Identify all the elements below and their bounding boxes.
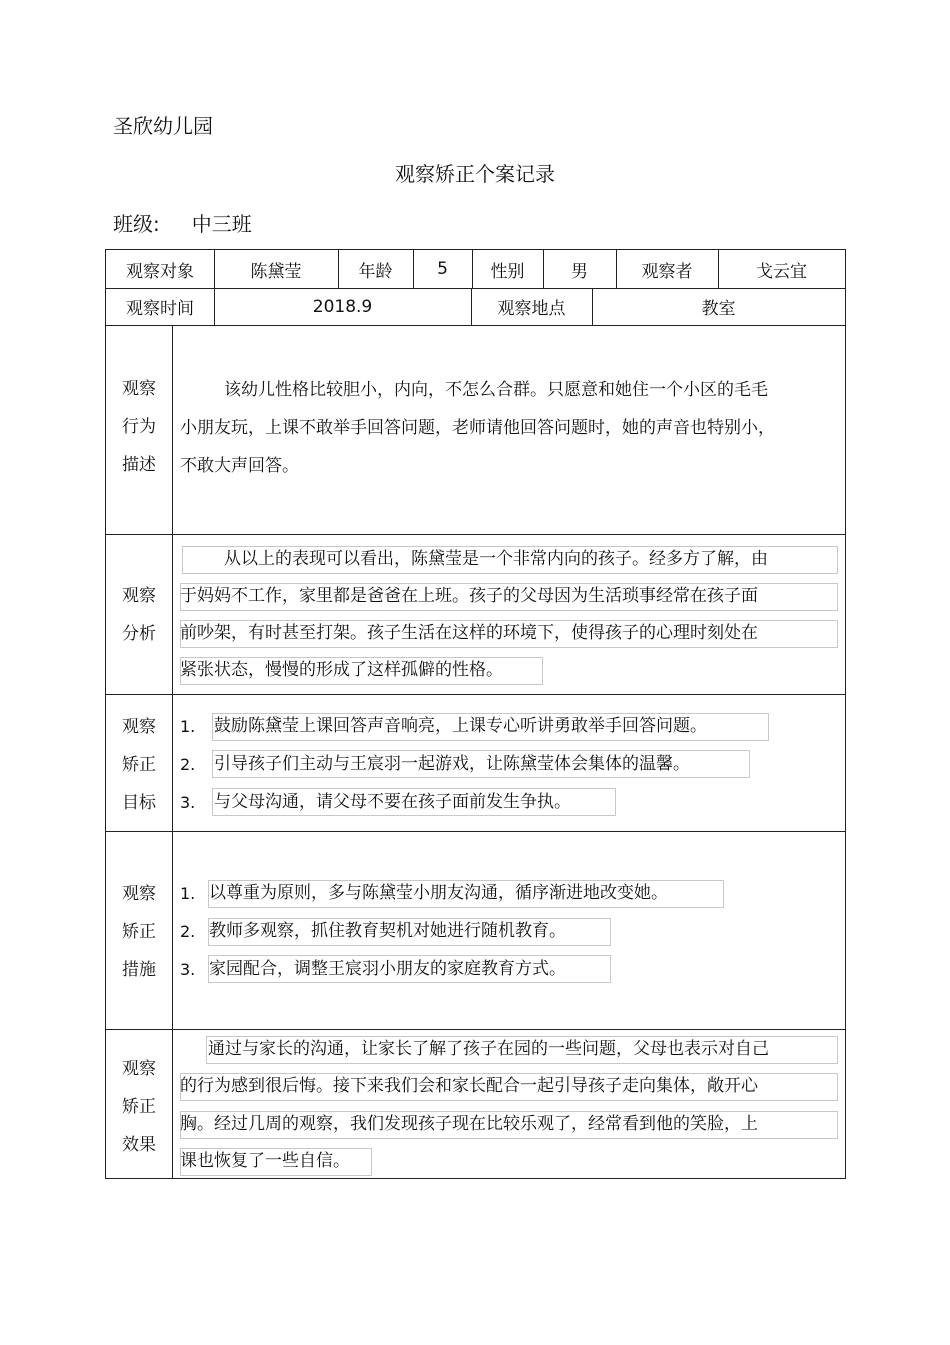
behavior-line-1: 该幼儿性格比较胆小，内向，不怎么合群。只愿意和她住一个小区的毛毛 (224, 380, 768, 400)
behavior-label-2: 行为 (122, 417, 156, 437)
effect-label-2: 矫正 (122, 1097, 156, 1117)
measure-num-3: 3. (180, 960, 196, 979)
measures-label-2: 矫正 (122, 922, 156, 942)
analysis-line-4: 紧张状态，慢慢的形成了这样孤僻的性格。 (180, 660, 503, 680)
effect-label-3: 效果 (122, 1135, 156, 1155)
time-label: 观察时间 (126, 299, 194, 319)
goal-num-3: 3. (180, 793, 196, 812)
effect-line-4: 课也恢复了一些自信。 (180, 1151, 350, 1171)
goal-text-3: 与父母沟通，请父母不要在孩子面前发生争执。 (214, 792, 571, 812)
behavior-label-3: 描述 (122, 455, 156, 475)
gender-label: 性别 (490, 261, 525, 282)
goals-label-3: 目标 (122, 793, 156, 813)
goal-text-2: 引导孩子们主动与王宸羽一起游戏，让陈黛莹体会集体的温馨。 (214, 754, 690, 774)
age-label: 年龄 (358, 261, 393, 282)
effect-line-1: 通过与家长的沟通，让家长了解了孩子在园的一些问题，父母也表示对自己 (208, 1039, 769, 1059)
analysis-line-1: 从以上的表现可以看出，陈黛莹是一个非常内向的孩子。经多方了解，由 (224, 549, 768, 569)
age-value: 5 (437, 259, 448, 279)
subject-label: 观察对象 (126, 261, 194, 282)
place-value: 教室 (701, 299, 736, 319)
goal-num-2: 2. (180, 755, 196, 774)
effect-line-2: 的行为感到很后悔。接下来我们会和家长配合一起引导孩子走向集体，敞开心 (180, 1076, 758, 1096)
place-label: 观察地点 (497, 299, 566, 319)
goal-num-1: 1. (180, 717, 196, 736)
behavior-line-2: 小朋友玩，上课不敢举手回答问题，老师请他回答问题时，她的声音也特别小， (180, 418, 775, 438)
goal-text-1: 鼓励陈黛莹上课回答声音响亮，上课专心听讲勇敢举手回答问题。 (214, 716, 707, 736)
observer-label: 观察者 (641, 261, 693, 282)
time-value: 2018.9 (312, 296, 373, 317)
behavior-label-1: 观察 (122, 379, 156, 399)
measure-num-2: 2. (180, 922, 196, 941)
school-name: 圣欣幼儿园 (113, 114, 213, 138)
measure-text-2: 教师多观察，抓住教育契机对她进行随机教育。 (209, 921, 566, 941)
record-table (105, 249, 846, 1179)
measure-num-1: 1. (180, 884, 196, 903)
analysis-label-1: 观察 (122, 586, 156, 606)
analysis-label-2: 分析 (122, 624, 156, 644)
class-value: 中三班 (191, 212, 252, 236)
gender-value: 男 (571, 261, 588, 282)
measure-text-3: 家园配合，调整王宸羽小朋友的家庭教育方式。 (209, 959, 566, 979)
subject-value: 陈黛莹 (250, 261, 302, 282)
observer-value: 戈云宜 (756, 261, 807, 282)
analysis-line-3: 前吵架，有时甚至打架。孩子生活在这样的环境下，使得孩子的心理时刻处在 (180, 623, 758, 643)
class-info (113, 208, 252, 237)
page-title: 观察矫正个案记录 (395, 162, 555, 186)
class-label: 班级: (113, 212, 160, 236)
analysis-line-2: 于妈妈不工作，家里都是爸爸在上班。孩子的父母因为生活琐事经常在孩子面 (180, 586, 758, 606)
effect-label-1: 观察 (122, 1059, 156, 1079)
goals-label-2: 矫正 (122, 755, 156, 775)
goals-label-1: 观察 (122, 717, 156, 737)
measures-label-3: 措施 (122, 960, 156, 980)
measure-text-1: 以尊重为原则，多与陈黛莹小朋友沟通，循序渐进地改变她。 (209, 883, 668, 903)
effect-line-3: 胸。经过几周的观察，我们发现孩子现在比较乐观了，经常看到他的笑脸，上 (180, 1114, 758, 1134)
measures-label-1: 观察 (122, 884, 156, 904)
behavior-line-3: 不敢大声回答。 (180, 456, 299, 476)
